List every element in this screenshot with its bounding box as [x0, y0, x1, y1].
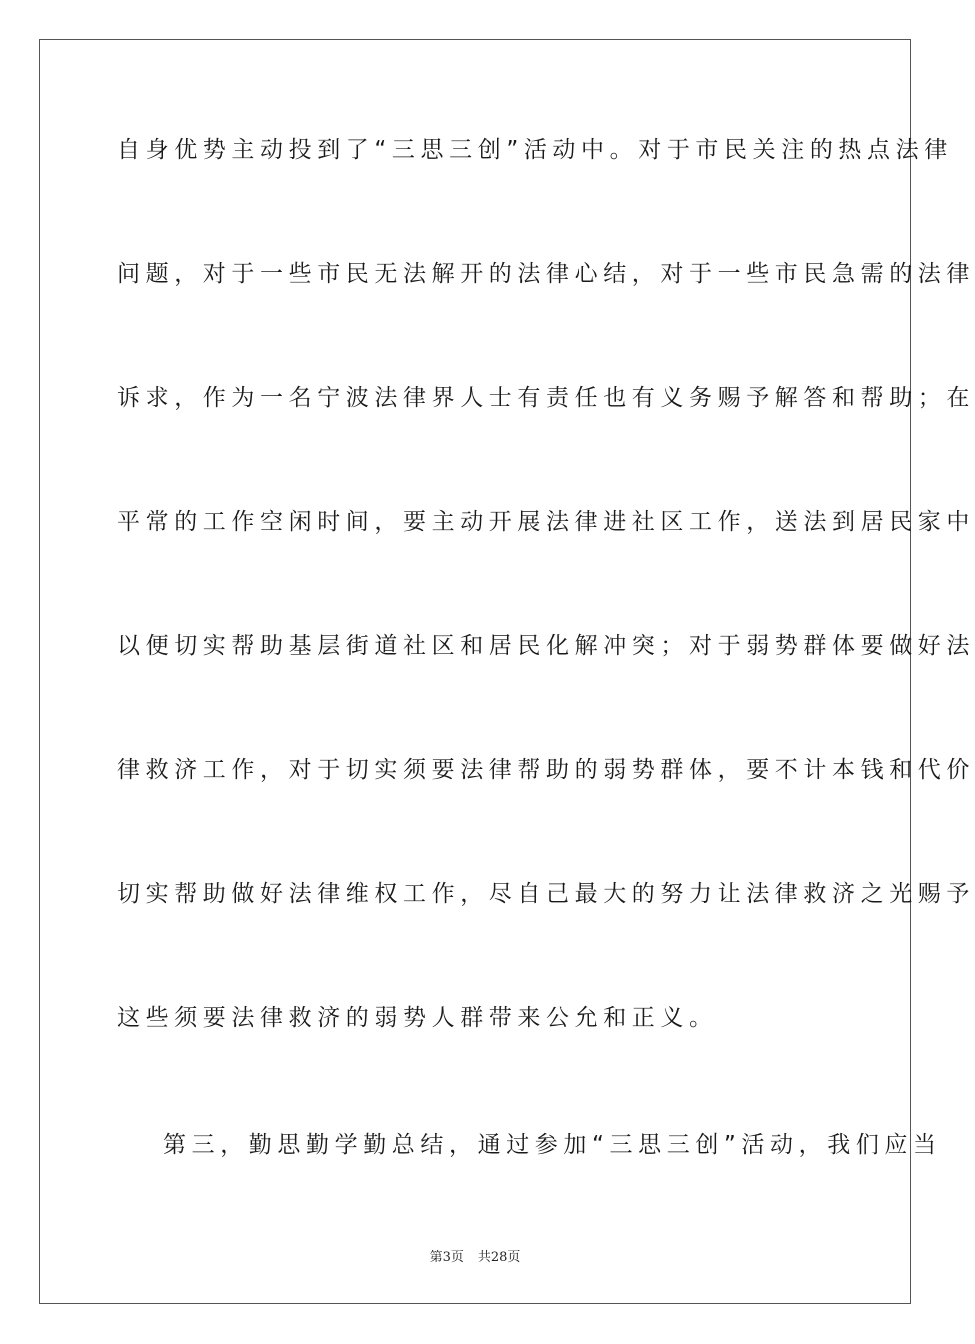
paragraph-first-line: 第三，勤思勤学勤总结，通过参加“三思三创”活动，我们应当 — [163, 1132, 942, 1158]
page-total: 共28页 — [477, 1250, 521, 1265]
text-line: 问题，对于一些市民无法解开的法律心结，对于一些市民急需的法律 — [117, 261, 975, 287]
text-line: 以便切实帮助基层街道社区和居民化解冲突；对于弱势群体要做好法 — [117, 633, 975, 659]
text-line: 切实帮助做好法律维权工作，尽自己最大的努力让法律救济之光赐予 — [117, 881, 975, 907]
text-line: 律救济工作，对于切实须要法律帮助的弱势群体，要不计本钱和代价 — [117, 757, 975, 783]
page-footer — [0, 1246, 950, 1265]
text-line: 这些须要法律救济的弱势人群带来公允和正义。 — [117, 1005, 718, 1031]
text-line: 平常的工作空闲时间，要主动开展法律进社区工作，送法到居民家中 — [117, 509, 975, 535]
page-border — [39, 39, 975, 1304]
text-line: 诉求，作为一名宁波法律界人士有责任也有义务赐予解答和帮助；在 — [117, 385, 975, 411]
text-line: 自身优势主动投到了“三思三创”活动中。对于市民关注的热点法律 — [117, 137, 953, 163]
page-number: 第3页 — [429, 1250, 464, 1265]
